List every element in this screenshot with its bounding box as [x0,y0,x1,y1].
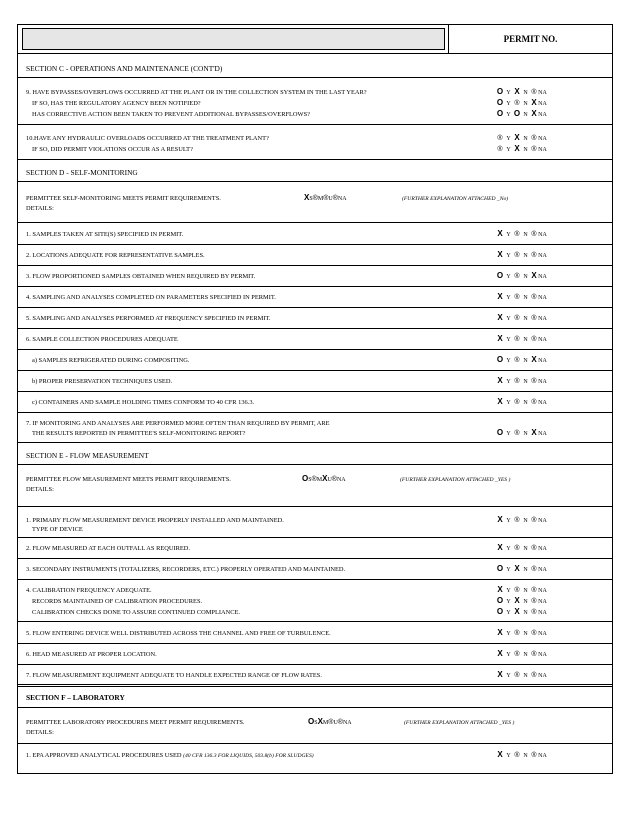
permit-number-label: PERMIT NO. [448,25,612,53]
answer-mark-y[interactable]: O [496,271,504,280]
answer-label-y: Y [506,232,511,238]
divider [18,349,612,350]
answer-mark-n[interactable]: ® [514,752,520,759]
answer-mark-na[interactable]: ® [531,378,537,385]
answer-mark-na[interactable]: ® [531,336,537,343]
answer-mark-n[interactable]: ® [514,672,520,679]
answer-label-n: N [523,274,528,280]
question-c9a: IF SO, HAS THE REGULATORY AGENCY BEEN NOTIFIED? [32,100,201,107]
question-c10a: IF SO, DID PERMIT VIOLATIONS OCCUR AS A RESULT? [32,146,193,153]
answer-mark-na[interactable]: ® [531,651,537,658]
answer-label-na: NA [538,546,547,552]
answer-mark-y[interactable]: O [496,109,504,118]
answer-label-u: U [327,477,332,483]
answer-label-y: Y [506,90,511,96]
divider [18,558,612,559]
answer-mark-n[interactable]: ® [514,545,520,552]
answer-label-n: N [523,753,528,759]
answer-label-na: NA [538,753,547,759]
answer-label-na: NA [538,101,547,107]
divider [18,307,612,308]
answer-mark-na[interactable]: ® [531,517,537,524]
answer-e5[interactable] [496,628,547,637]
answer-label-na: NA [538,316,547,322]
answer-d4[interactable] [496,292,547,301]
question-c10: 10.HAVE ANY HYDRAULIC OVERLOADS OCCURRED AT THE TREATMENT PLANT? [26,135,269,142]
answer-label-y: Y [506,337,511,343]
answer-label-na: NA [538,295,547,301]
answer-mark-y[interactable]: O [496,596,504,605]
answer-label-n: N [523,652,528,658]
answer-label-m: M [317,196,324,202]
answer-mark-na[interactable]: ® [531,315,537,322]
answer-mark-na[interactable]: ® [531,231,537,238]
answer-label-y: Y [506,274,511,280]
answer-label-y: Y [506,316,511,322]
answer-mark-u[interactable]: ® [328,719,334,726]
answer-label-y: Y [506,673,511,679]
answer-mark-na[interactable]: X [531,98,537,107]
answer-label-y: Y [506,358,511,364]
answer-label-y: Y [506,295,511,301]
answer-mark-n[interactable]: ® [514,231,520,238]
answer-label-y: Y [506,253,511,259]
answer-label-s: S [314,720,318,726]
answer-mark-y[interactable]: X [497,750,503,759]
question-e5: 5. FLOW ENTERING DEVICE WELL DISTRIBUTED ACROSS THE CHANNEL AND FREE OF TURBULENCE. [26,630,331,637]
answer-mark-na[interactable]: ® [331,476,337,483]
answer-label-na: NA [538,112,547,118]
question-d7-cont: THE RESULTS REPORTED IN PERMITTEE'S SELF-MONITORING REPORT? [32,430,246,437]
divider [18,328,612,329]
question-d7: 7. IF MONITORING AND ANALYSES ARE PERFORMED MORE OFTEN THAN REQUIRED BY PERMIT, ARE [26,420,330,427]
answer-e2[interactable] [496,543,547,552]
answer-mark-na[interactable]: X [531,109,537,118]
answer-mark-y[interactable]: O [496,87,504,96]
double-divider [18,684,612,687]
answer-label-n: N [523,101,528,107]
section-d-details: DETAILS: [26,205,54,212]
answer-label-na: NA [337,196,347,202]
header-shaded-box [22,28,445,50]
answer-d5[interactable] [496,313,547,322]
question-d6c: c) CONTAINERS AND SAMPLE HOLDING TIMES CONFORM TO 40 CFR 136.3. [32,399,255,406]
answer-label-y: Y [506,610,511,616]
answer-label-y: Y [506,101,511,107]
divider [18,664,612,665]
section-d-note: (FURTHER EXPLANATION ATTACHED _No) [402,196,509,202]
divider [18,621,612,622]
answer-label-n: N [523,147,528,153]
answer-e4b[interactable] [496,607,547,616]
answer-label-n: N [523,232,528,238]
question-e6: 6. HEAD MEASURED AT PROPER LOCATION. [26,651,157,658]
question-d1: 1. SAMPLES TAKEN AT SITE(S) SPECIFIED IN PERMIT. [26,231,184,238]
answer-d2[interactable] [496,250,547,259]
answer-label-na: NA [538,518,547,524]
answer-label-n: N [523,316,528,322]
question-d6a: a) SAMPLES REFRIGERATED DURING COMPOSITING. [32,357,190,364]
answer-mark-n[interactable]: ® [514,252,520,259]
answer-label-n: N [523,518,528,524]
answer-mark-na[interactable]: ® [531,609,537,616]
answer-label-na: NA [538,90,547,96]
answer-label-y: Y [506,400,511,406]
answer-mark-n[interactable]: ® [514,517,520,524]
question-c9: 9. HAVE BYPASSES/OVERFLOWS OCCURRED AT THE PLANT OR IN THE COLLECTION SYSTEM IN THE LAST YEAR? [26,89,367,96]
divider [18,464,612,465]
answer-mark-na[interactable]: X [531,355,537,364]
answer-label-n: N [523,673,528,679]
answer-label-n: N [523,631,528,637]
answer-label-na: NA [538,379,547,385]
answer-label-n: N [523,379,528,385]
answer-mark-na[interactable]: ® [531,598,537,605]
answer-mark-u[interactable]: ® [323,195,329,202]
answer-label-na: NA [538,431,547,437]
answer-d6a[interactable] [496,355,547,364]
answer-mark-n[interactable]: X [514,607,520,616]
answer-label-n: N [523,588,528,594]
answer-label-na: NA [538,588,547,594]
answer-mark-n[interactable]: ® [514,100,520,107]
answer-mark-u[interactable]: X [322,474,328,483]
answer-mark-y[interactable]: X [497,515,503,524]
answer-label-n: N [523,599,528,605]
answer-label-n: N [523,337,528,343]
answer-e4a[interactable] [496,596,547,605]
answer-label-y: Y [506,379,511,385]
answer-mark-y[interactable]: ® [497,135,503,142]
answer-label-u: U [328,196,333,202]
question-d4: 4. SAMPLING AND ANALYSES COMPLETED ON PARAMETERS SPECIFIED IN PERMIT. [26,294,276,301]
divider [18,579,612,580]
question-d3: 3. FLOW PROPORTIONED SAMPLES OBTAINED WHEN REQUIRED BY PERMIT. [26,273,256,280]
answer-mark-s[interactable]: O [302,474,309,483]
question-e2: 2. FLOW MEASURED AT EACH OUTFALL AS REQUIRED. [26,545,190,552]
answer-mark-n[interactable]: ® [514,357,520,364]
answer-c9[interactable] [496,87,547,96]
answer-label-y: Y [506,147,511,153]
answer-label-na: NA [538,610,547,616]
divider [18,124,612,125]
answer-label-n: N [523,253,528,259]
divider [18,286,612,287]
divider [18,159,612,160]
answer-mark-n[interactable]: X [514,87,520,96]
answer-mark-na[interactable]: ® [531,752,537,759]
section-f-rating[interactable] [308,717,352,726]
answer-label-y: Y [506,588,511,594]
answer-label-s: S [308,477,312,483]
answer-mark-y[interactable]: X [497,628,503,637]
answer-mark-n[interactable]: ® [514,651,520,658]
answer-label-m: M [316,477,323,483]
divider [18,412,612,413]
section-d-rating[interactable] [304,193,347,202]
answer-mark-n[interactable]: O [513,109,521,118]
answer-mark-y[interactable]: X [497,292,503,301]
question-e3: 3. SECONDARY INSTRUMENTS (TOTALIZERS, RECORDERS, ETC.) PROPERLY OPERATED AND MAINTAINED. [26,566,346,573]
section-e-summary: PERMITTEE FLOW MEASUREMENT MEETS PERMIT REQUIREMENTS. [26,476,231,483]
answer-label-na: NA [538,274,547,280]
answer-mark-na[interactable]: X [531,428,537,437]
answer-mark-na[interactable]: ® [531,545,537,552]
answer-mark-n[interactable]: ® [514,399,520,406]
answer-e6[interactable] [496,649,547,658]
answer-label-y: Y [506,652,511,658]
answer-label-n: N [523,610,528,616]
answer-mark-y[interactable]: ® [497,146,503,153]
answer-label-y: Y [506,631,511,637]
answer-mark-na[interactable]: ® [531,252,537,259]
question-e1: 1. PRIMARY FLOW MEASUREMENT DEVICE PROPERLY INSTALLED AND MAINTAINED. [26,517,284,524]
answer-mark-m[interactable]: ® [312,195,318,202]
answer-mark-na[interactable]: ® [531,399,537,406]
question-e7: 7. FLOW MEASUREMENT EQUIPMENT ADEQUATE TO HANDLE EXPECTED RANGE OF FLOW RATES. [26,672,322,679]
answer-mark-n[interactable]: X [514,144,520,153]
answer-mark-na[interactable]: X [531,271,537,280]
answer-mark-na[interactable]: ® [531,587,537,594]
answer-label-n: N [523,431,528,437]
answer-label-na: NA [336,477,346,483]
answer-label-y: Y [506,518,511,524]
answer-e1[interactable] [496,515,547,524]
question-e1-device: TYPE OF DEVICE [32,526,83,533]
answer-mark-na[interactable]: ® [531,146,537,153]
question-e4a: RECORDS MAINTAINED OF CALIBRATION PROCEDURES. [32,598,203,605]
divider [18,643,612,644]
answer-label-na: NA [538,232,547,238]
inspection-form [17,24,613,774]
answer-mark-n[interactable]: ® [514,336,520,343]
section-f-summary: PERMITTEE LABORATORY PROCEDURES MEET PERMIT REQUIREMENTS. [26,719,245,726]
answer-label-na: NA [342,720,352,726]
answer-e4[interactable] [496,585,547,594]
answer-label-na: NA [538,631,547,637]
question-d5: 5. SAMPLING AND ANALYSES PERFORMED AT FREQUENCY SPECIFIED IN PERMIT. [26,315,271,322]
answer-mark-y[interactable]: X [497,376,503,385]
divider [18,743,612,744]
answer-mark-n[interactable]: ® [514,294,520,301]
answer-mark-y[interactable]: O [496,564,504,573]
answer-mark-s[interactable]: O [308,717,315,726]
answer-label-n: N [523,400,528,406]
answer-mark-y[interactable]: X [497,250,503,259]
answer-label-y: Y [506,599,511,605]
question-e4: 4. CALIBRATION FREQUENCY ADEQUATE. [26,587,152,594]
answer-label-na: NA [538,136,547,142]
question-d6b: b) PROPER PRESERVATION TECHNIQUES USED. [32,378,173,385]
answer-mark-na[interactable]: ® [531,89,537,96]
question-f1 [26,752,314,759]
answer-label-na: NA [538,253,547,259]
question-d6: 6. SAMPLE COLLECTION PROCEDURES ADEQUATE [26,336,178,343]
divider [18,222,612,223]
divider [18,181,612,182]
section-d-summary: PERMITTEE SELF-MONITORING MEETS PERMIT REQUIREMENTS. [26,195,221,202]
answer-d6b[interactable] [496,376,547,385]
answer-label-n: N [523,295,528,301]
section-f-details: DETAILS: [26,729,54,736]
answer-label-na: NA [538,147,547,153]
answer-label-na: NA [538,652,547,658]
section-f-title: SECTION F – LABORATORY [26,693,125,702]
answer-label-y: Y [506,136,511,142]
answer-mark-m[interactable]: X [317,717,323,726]
form-header [18,25,612,54]
answer-label-y: Y [506,546,511,552]
answer-mark-n[interactable]: ® [514,587,520,594]
answer-d3[interactable] [496,271,547,280]
answer-mark-n[interactable]: ® [514,378,520,385]
answer-label-na: NA [538,599,547,605]
answer-mark-y[interactable]: X [497,229,503,238]
divider [18,77,612,78]
divider [18,370,612,371]
answer-c10a[interactable] [496,144,547,153]
answer-mark-n[interactable]: X [514,596,520,605]
answer-label-y: Y [506,431,511,437]
answer-label-y: Y [506,753,511,759]
answer-e3[interactable] [496,564,547,573]
question-f1-text: 1. EPA APPROVED ANALYTICAL PROCEDURES USED [26,752,182,759]
answer-mark-na[interactable]: ® [531,566,537,573]
answer-d1[interactable] [496,229,547,238]
answer-label-n: N [523,567,528,573]
answer-d7[interactable] [496,428,547,437]
answer-mark-y[interactable]: X [497,397,503,406]
divider [18,391,612,392]
answer-mark-na[interactable]: ® [531,135,537,142]
section-e-title: SECTION E - FLOW MEASUREMENT [26,451,149,460]
answer-mark-y[interactable]: O [496,355,504,364]
answer-label-n: N [523,358,528,364]
answer-mark-y[interactable]: X [497,334,503,343]
answer-label-y: Y [506,567,511,573]
answer-mark-n[interactable]: ® [514,273,520,280]
divider [18,442,612,443]
answer-c9b[interactable] [496,109,547,118]
question-f1-note: (40 CFR 136.3 FOR LIQUIDS, 503.8(b) FOR SLUDGES) [183,753,314,759]
answer-label-m: M [322,720,329,726]
section-c-title: SECTION C - OPERATIONS AND MAINTENANCE (CONT'D) [26,64,223,73]
answer-mark-na[interactable]: ® [531,672,537,679]
answer-mark-y[interactable]: X [497,543,503,552]
answer-label-n: N [523,136,528,142]
answer-mark-y[interactable]: X [497,585,503,594]
answer-label-u: U [333,720,338,726]
answer-label-n: N [523,112,528,118]
answer-c9a[interactable] [496,98,547,107]
answer-mark-na[interactable]: ® [531,294,537,301]
divider [18,265,612,266]
answer-mark-n[interactable]: X [514,564,520,573]
answer-mark-y[interactable]: O [496,428,504,437]
answer-mark-n[interactable]: ® [514,315,520,322]
answer-label-na: NA [538,673,547,679]
question-c9b: HAS CORRECTIVE ACTION BEEN TAKEN TO PREVENT ADDITIONAL BYPASSES/OVERFLOWS? [32,111,310,118]
section-e-note: (FURTHER EXPLANATION ATTACHED _YES ) [400,477,511,483]
divider [18,537,612,538]
answer-d6c[interactable] [496,397,547,406]
answer-mark-na[interactable]: ® [531,630,537,637]
answer-label-na: NA [538,337,547,343]
answer-label-na: NA [538,358,547,364]
answer-label-na: NA [538,567,547,573]
divider [18,707,612,708]
question-e4b: CALIBRATION CHECKS DONE TO ASSURE CONTINUED COMPLIANCE. [32,609,241,616]
answer-mark-n[interactable]: X [514,133,520,142]
answer-mark-n[interactable]: ® [514,630,520,637]
answer-d6[interactable] [496,334,547,343]
divider [18,506,612,507]
question-d2: 2. LOCATIONS ADEQUATE FOR REPRESENTATIVE SAMPLES. [26,252,205,259]
answer-mark-y[interactable]: X [497,649,503,658]
answer-mark-na[interactable]: ® [337,719,343,726]
section-e-details: DETAILS: [26,486,54,493]
section-d-title: SECTION D - SELF-MONITORING [26,168,138,177]
answer-label-n: N [523,546,528,552]
answer-f1[interactable] [496,750,547,759]
answer-mark-y[interactable]: O [496,98,504,107]
section-e-rating[interactable] [302,474,346,483]
answer-mark-na[interactable]: ® [332,195,338,202]
answer-label-y: Y [506,112,511,118]
answer-mark-n[interactable]: ® [514,430,520,437]
answer-mark-y[interactable]: O [496,607,504,616]
answer-label-s: S [309,196,313,202]
divider [18,244,612,245]
section-f-note: (FURTHER EXPLANATION ATTACHED _YES ) [404,720,515,726]
answer-e7[interactable] [496,670,547,679]
answer-mark-y[interactable]: X [497,313,503,322]
answer-c10[interactable] [496,133,547,142]
answer-label-n: N [523,90,528,96]
answer-label-na: NA [538,400,547,406]
answer-mark-y[interactable]: X [497,670,503,679]
answer-mark-s[interactable]: X [304,193,310,202]
answer-mark-m[interactable]: ® [311,476,317,483]
